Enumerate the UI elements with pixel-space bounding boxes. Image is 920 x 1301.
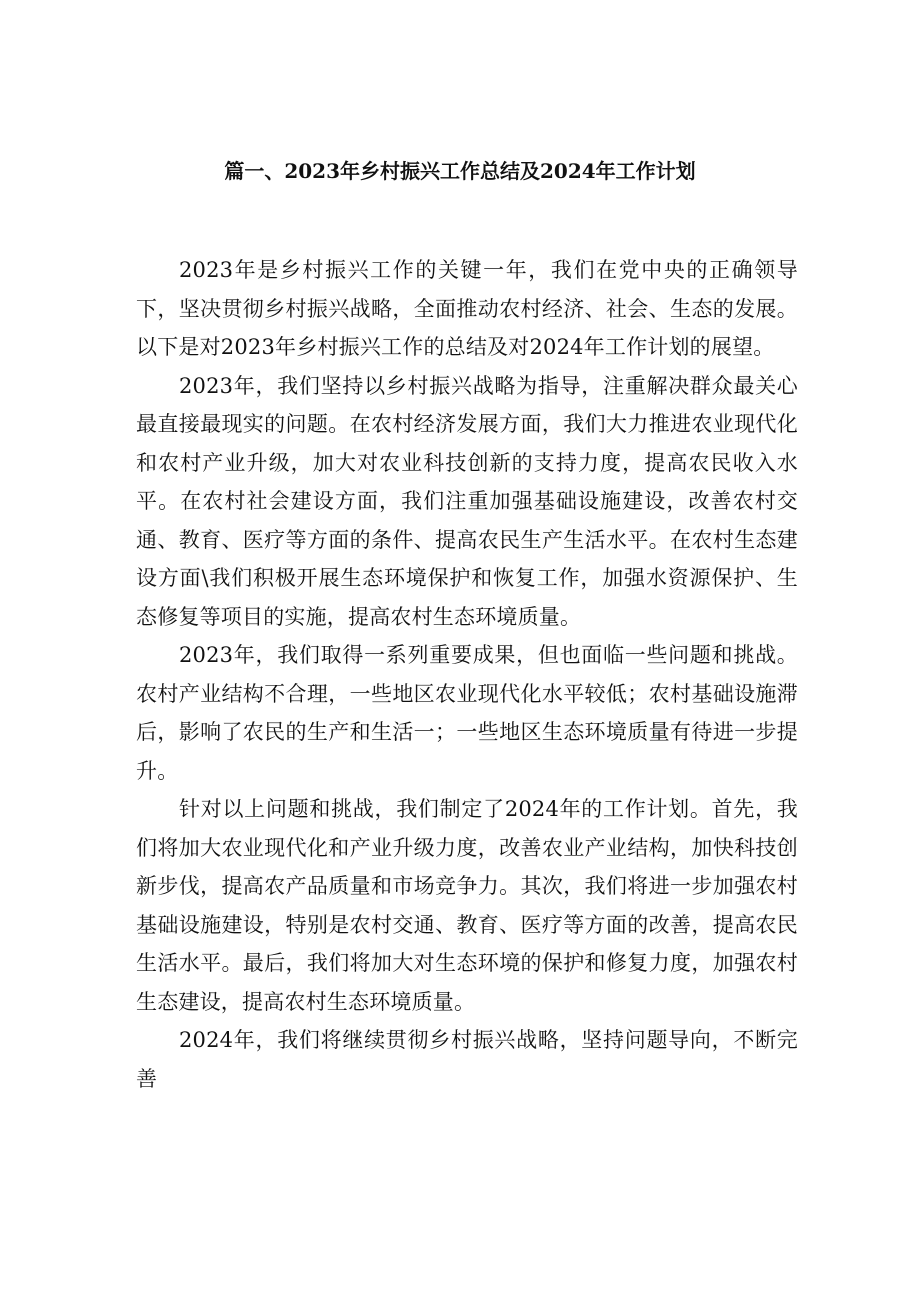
document-title: 篇一、2023年乡村振兴工作总结及2024年工作计划	[224, 159, 696, 183]
paragraph-2023-work: 2023年，我们坚持以乡村振兴战略为指导，注重解决群众最关心最直接最现实的问题。在农村经济发展方面，我们大力推进农业现代化和农村产业升级，加大对农业科技创新的支持力度，提高农民收入水平。在农村社会建设方面，我们注重加强基础设施建设，改善农村交通、教育、医疗等方面的条件、提高农民生产生活水平。在农村生态建设方面\我们积极开展生态环境保护和恢复工作，加强水资源保护、生态修复等项目的实施，提高农村生态环境质量。	[136, 373, 798, 629]
document-body	[136, 251, 798, 1098]
paragraph-intro: 2023年是乡村振兴工作的关键一年，我们在党中央的正确领导下，坚决贯彻乡村振兴战略，全面推动农村经济、社会、生态的发展。以下是对2023年乡村振兴工作的总结及对2024年工作计划的展望。	[136, 258, 798, 359]
paragraph-2024-outlook: 2024年，我们将继续贯彻乡村振兴战略，坚持问题导向，不断完善	[136, 1028, 798, 1091]
paragraph-2024-plan: 针对以上问题和挑战，我们制定了2024年的工作计划。首先，我们将加大农业现代化和产业升级力度，改善农业产业结构，加快科技创新步伐，提高农产品质量和市场竞争力。其次，我们将进一步加强农村基础设施建设，特别是农村交通、教育、医疗等方面的改善，提高农民生活水平。最后，我们将加大对生态环境的保护和修复力度，加强农村生态建设，提高农村生态环境质量。	[136, 797, 798, 1014]
paragraph-problems: 2023年，我们取得一系列重要成果，但也面临一些问题和挑战。农村产业结构不合理，一些地区农业现代化水平较低；农村基础设施滞后，影响了农民的生产和生活一；一些地区生态环境质量有待进一步提升。	[136, 643, 798, 783]
